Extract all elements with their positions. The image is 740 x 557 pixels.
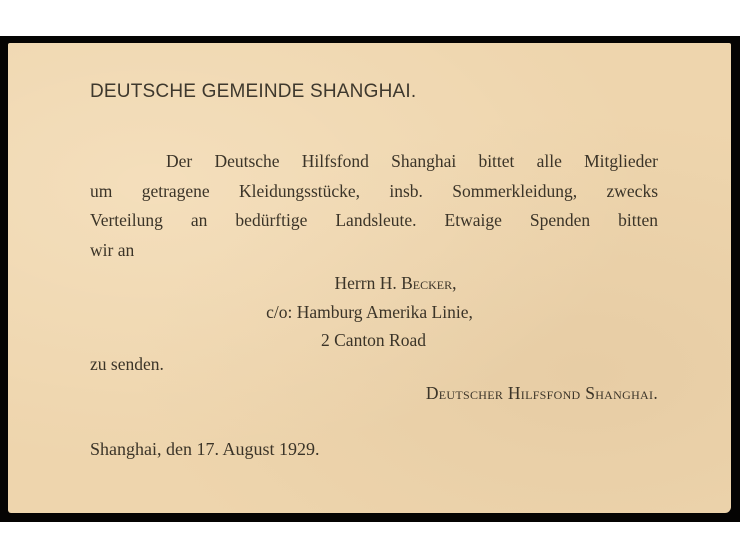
paragraph-line: Der Deutsche Hilfsfond Shanghai bittet alle Mitglieder — [166, 151, 658, 171]
signature: Deutscher Hilfsfond Shanghai. — [425, 383, 658, 403]
address-name-line — [8, 269, 731, 298]
paragraph-line: wir an — [90, 239, 135, 260]
recipient-address — [8, 269, 731, 355]
document-heading: DEUTSCHE GEMEINDE SHANGHAI. — [90, 81, 417, 102]
paragraph-line: um getragene Kleidungsstücke, insb. Sommerkleidung, zwecks — [90, 180, 658, 201]
address-name-prefix: Herrn H. — [334, 273, 402, 293]
address-street-line: 2 Canton Road — [321, 330, 426, 350]
postcard — [8, 43, 731, 513]
paragraph-line: Verteilung an bedürftige Landsleute. Etwaige Spenden bitten — [90, 210, 658, 230]
address-name-suffix: , — [452, 273, 457, 293]
address-company-line: c/o: Hamburg Amerika Linie, — [266, 301, 473, 322]
date-line: Shanghai, den 17. August 1929. — [90, 439, 320, 459]
request-paragraph — [90, 147, 658, 265]
closing-text: zu senden. — [90, 354, 164, 374]
address-surname: Becker — [401, 273, 453, 293]
